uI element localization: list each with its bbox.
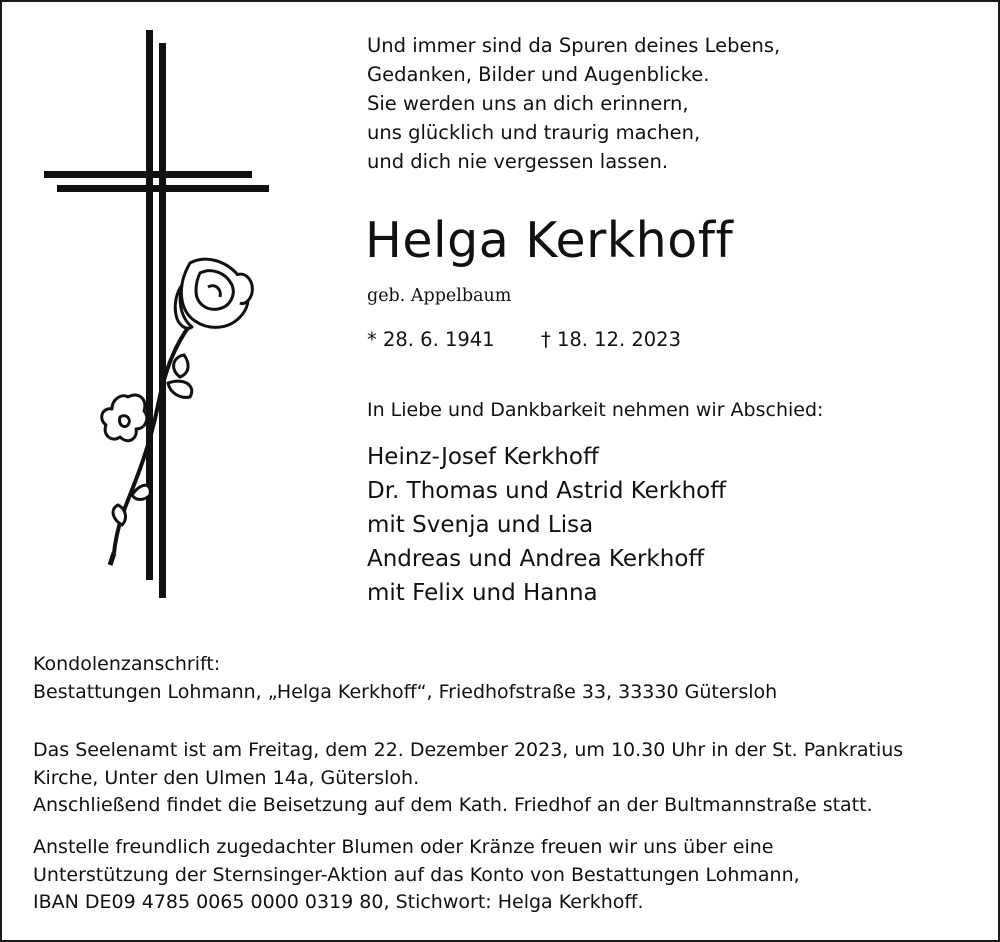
service-line: Kirche, Unter den Ulmen 14a, Gütersloh. [33, 766, 420, 789]
donation-line: Anstelle freundlich zugedachter Blumen oder Kränze freuen wir uns über eine [33, 836, 774, 858]
family-list [367, 440, 726, 610]
family-member: Dr. Thomas und Astrid Kerkhoff [367, 478, 727, 504]
farewell-line: In Liebe und Dankbarkeit nehmen wir Abschied: [367, 399, 824, 421]
birth-date: * 28. 6. 1941 [367, 328, 495, 351]
donation-line: IBAN DE09 4785 0065 0000 0319 80, Stichwort: Helga Kerkhoff. [33, 891, 644, 913]
family-member: Andreas und Andrea Kerkhoff [367, 546, 705, 572]
poem [367, 31, 780, 176]
poem-line: uns glücklich und traurig machen, [367, 121, 701, 144]
service-line: Das Seelenamt ist am Freitag, dem 22. Dezember 2023, um 10.30 Uhr in der St. Pankratius [33, 739, 904, 761]
cross-with-rose-icon [40, 25, 280, 610]
family-member: mit Felix und Hanna [367, 580, 598, 606]
condolence-address [33, 651, 777, 706]
poem-line: und dich nie vergessen lassen. [367, 150, 669, 173]
condolence-line: Bestattungen Lohmann, „Helga Kerkhoff“, Friedhofstraße 33, 33330 Gütersloh [33, 680, 778, 703]
family-member: mit Svenja und Lisa [367, 512, 594, 538]
condolence-line: Kondolenzanschrift: [33, 653, 221, 675]
maiden-name: geb. Appelbaum [367, 286, 512, 306]
poem-line: Und immer sind da Spuren deines Lebens, [367, 34, 781, 57]
donation-info [33, 834, 800, 917]
deceased-name: Helga Kerkhoff [365, 212, 734, 269]
donation-line: Unterstützung der Sternsinger-Aktion auf das Konto von Bestattungen Lohmann, [33, 863, 800, 886]
poem-line: Gedanken, Bilder und Augenblicke. [367, 63, 710, 86]
family-member: Heinz-Josef Kerkhoff [367, 444, 599, 470]
service-line: Anschließend findet die Beisetzung auf dem Kath. Friedhof an der Bultmannstraße statt. [33, 794, 873, 816]
poem-line: Sie werden uns an dich erinnern, [367, 92, 689, 115]
service-info [33, 737, 903, 820]
death-date: † 18. 12. 2023 [541, 328, 681, 351]
